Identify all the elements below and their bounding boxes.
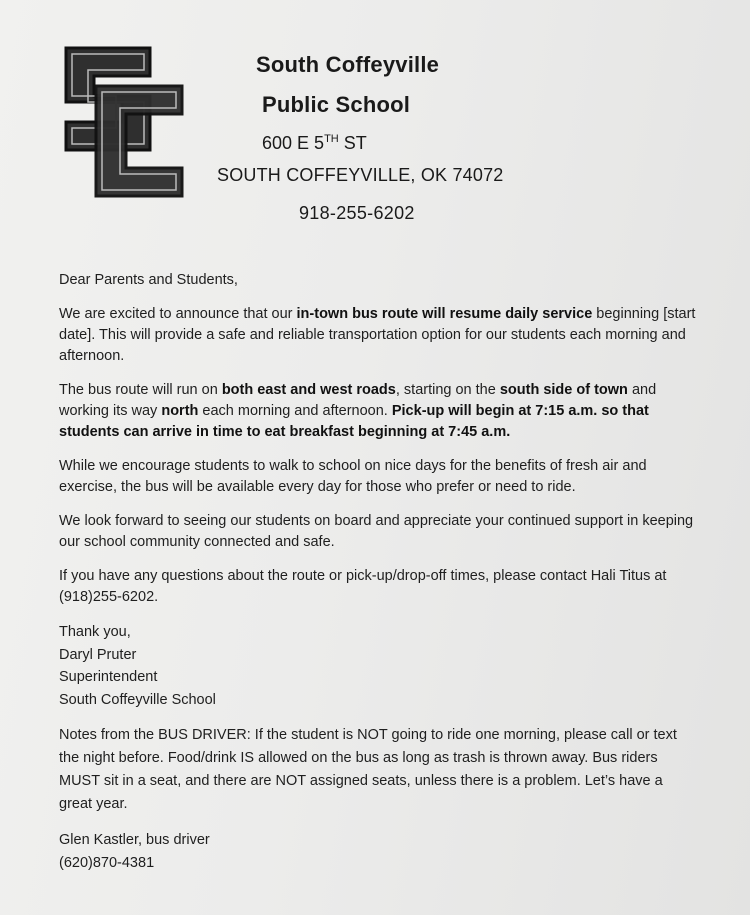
- greeting: Dear Parents and Students,: [59, 272, 238, 288]
- signer-name: Daryl Pruter: [59, 646, 137, 663]
- school-name-line1: South Coffeyville: [256, 52, 440, 77]
- signature-block: [59, 621, 699, 711]
- school-name-line2: Public School: [262, 92, 411, 117]
- driver-phone: (620)870-4381: [59, 854, 155, 871]
- sc-logo: [58, 38, 186, 200]
- driver-name: Glen Kastler, bus driver: [59, 832, 210, 848]
- signer-title: Superintendent: [59, 669, 158, 685]
- school-city-state-zip: SOUTH COFFEYVILLE, OK 74072: [217, 165, 504, 185]
- closing: Thank you,: [59, 624, 131, 640]
- letter-body: [59, 270, 699, 887]
- paragraph-walking: While we encourage students to walk to school on nice days for the benefits of fresh air and exercise, the bus will be available every day for those who prefer or need to ride.: [59, 458, 647, 495]
- school-phone: 918-255-6202: [299, 203, 415, 223]
- driver-signature: [59, 829, 699, 874]
- paragraph-contact: If you have any questions about the route or pick-up/drop-off times, please contact Hali Titus at (918)255-6202.: [59, 568, 667, 605]
- paragraph-announcement: We are excited to announce that our in-town bus route will resume daily service beginning [start date]. This will provide a safe and reliable transportation option for our students each morning and afternoon.: [59, 306, 696, 364]
- bus-driver-note: Notes from the BUS DRIVER: If the student is NOT going to ride one morning, please call or text the night before. Food/drink IS allowed on the bus as long as trash is thrown away. Bus riders MUST sit in a seat, and there are NOT assigned seats, unless there is a problem. Let’s have a great year.: [59, 727, 677, 812]
- school-street-address: 600 E 5TH ST: [262, 133, 367, 153]
- paragraph-appreciation: We look forward to seeing our students on board and appreciate your continued support in keeping our school community connected and safe.: [59, 513, 694, 550]
- paragraph-route-details: The bus route will run on both east and west roads, starting on the south side of town and working its way north each morning and afternoon. Pick-up will begin at 7:15 a.m. so that students can arrive in time to eat breakfast beginning at 7:45 a.m.: [59, 382, 657, 440]
- signer-organization: South Coffeyville School: [59, 691, 216, 708]
